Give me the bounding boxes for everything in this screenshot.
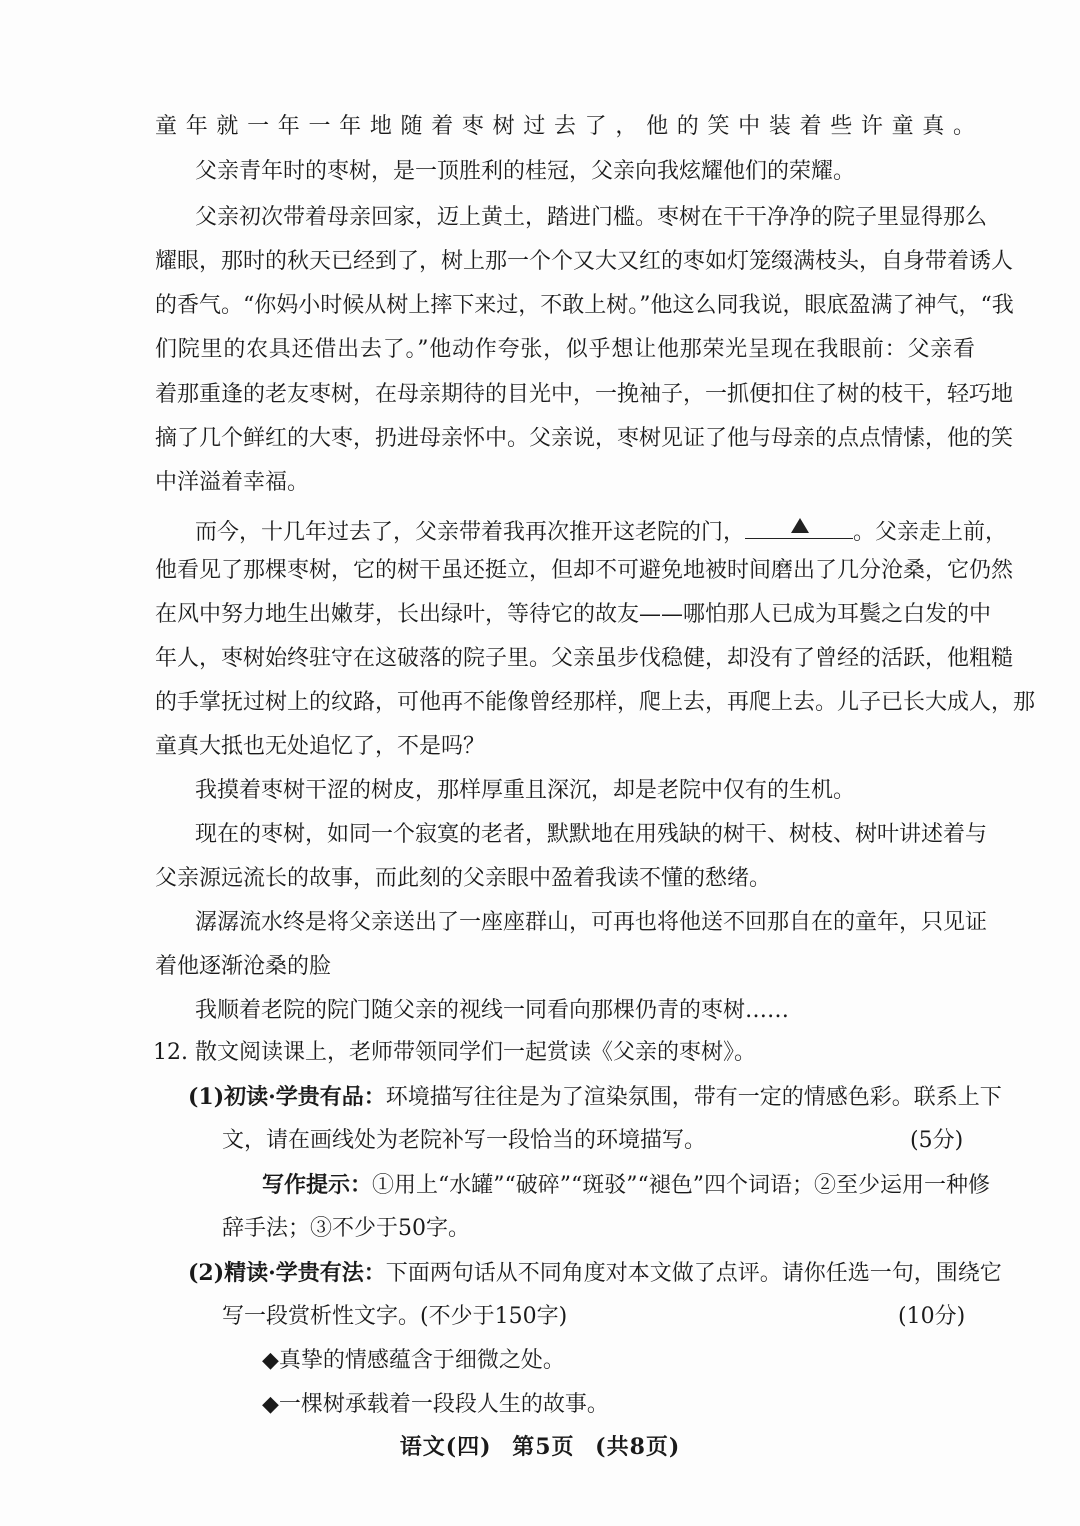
passage-line: 在风中努力地生出嫩芽，长出绿叶，等待它的故友——哪怕那人已成为耳鬓之白发的中 [155,602,992,627]
part1-text: 环境描写往往是为了渲染氛围，带有一定的情感色彩。联系上下 [385,1085,1002,1110]
writing-hint [262,1170,990,1201]
hint-label: 写作提示： [262,1172,373,1198]
passage-line: 父亲初次带着母亲回家，迈上黄土，踏进门槛。枣树在干干净净的院子里显得那么 [195,205,988,230]
passage-line-with-blank [195,512,1008,548]
passage-line: 着他逐渐沧桑的脸 [155,954,332,979]
passage-line: 着那重逢的老友枣树，在母亲期待的目光中，一挽袖子，一抓便扣住了树的枝干，轻巧地 [155,382,1014,407]
passage-line: 童年就一年一年地随着枣树过去了，他的笑中装着些许童真。 [155,114,975,139]
part2-text-cont: 写一段赏析性文字。(不少于150字) [222,1304,568,1329]
passage-line: 现在的枣树，如同一个寂寞的老者，默默地在用残缺的树干、树枝、树叶讲述着与 [195,822,988,847]
answer-blank[interactable] [745,512,853,539]
hint-text: ①用上“水罐”“破碎”“斑驳”“褪色”四个词语；②至少运用一种修 [372,1173,990,1198]
part2-score: (10分) [898,1304,966,1329]
passage-line: 我顺着老院的院门随父亲的视线一同看向那棵仍青的枣树…… [195,998,790,1023]
passage-line: 摘了几个鲜红的大枣，扔进母亲怀中。父亲说，枣树见证了他与母亲的点点情愫，他的笑 [155,426,1014,451]
part1-text-cont: 文，请在画线处为老院补写一段恰当的环境描写。 [222,1128,707,1153]
passage-line: 中洋溢着幸福。 [155,470,310,495]
triangle-icon [791,518,809,533]
passage-line: 的香气。“你妈小时候从树上摔下来过，不敢上树。”他这么同我说，眼底盈满了神气，“我 [155,293,1014,318]
footer-total: (共8页) [595,1434,681,1460]
passage-line: 童真大抵也无处追忆了，不是吗？ [155,734,486,759]
page-footer [0,1432,1080,1462]
passage-line: 父亲源远流长的故事，而此刻的父亲眼中盈着我读不懂的愁绪。 [155,866,772,891]
part2-label: (2)精读·学贵有法： [188,1260,386,1286]
comment-option: ◆真挚的情感蕴含于细微之处。 [262,1348,565,1373]
passage-line: 他看见了那棵枣树，它的树干虽还挺立，但却不可避免地被时间磨出了几分沧桑，它仍然 [155,558,1014,583]
passage-line: 父亲青年时的枣树，是一顶胜利的桂冠，父亲向我炫耀他们的荣耀。 [195,159,856,184]
passage-line: 们院里的农具还借出去了。”他动作夸张，似乎想让他那荣光呈现在我眼前：父亲看 [155,337,975,362]
part1-label: (1)初读·学贵有品： [188,1084,386,1110]
hint-text-cont: 辞手法；③不少于50字。 [222,1216,470,1241]
footer-page: 第5页 [512,1434,575,1460]
part1-score: (5分) [910,1128,964,1153]
question-part2 [188,1258,1002,1289]
part2-text: 下面两句话从不同角度对本文做了点评。请你任选一句，围绕它 [385,1261,1002,1286]
passage-line: 年人，枣树始终驻守在这破落的院子里。父亲虽步伐稳健，却没有了曾经的活跃，他粗糙 [155,646,1014,671]
passage-line: 潺潺流水终是将父亲送出了一座座群山，可再也将他送不回那自在的童年，只见证 [195,910,988,935]
question-stem: 12. 散文阅读课上，老师带领同学们一起赏读《父亲的枣树》。 [153,1040,756,1065]
footer-subject: 语文(四) [399,1434,492,1460]
passage-text: 。父亲走上前， [853,520,1008,545]
passage-line: 耀眼，那时的秋天已经到了，树上那一个个又大又红的枣如灯笼缀满枝头，自身带着诱人 [155,249,1014,274]
comment-option: ◆一棵树承载着一段段人生的故事。 [262,1392,609,1417]
passage-line: 我摸着枣树干涩的树皮，那样厚重且深沉，却是老院中仅有的生机。 [195,778,856,803]
passage-line: 的手掌抚过树上的纹路，可他再不能像曾经那样，爬上去，再爬上去。儿子已长大成人，那 [155,690,1036,715]
passage-text: 而今，十几年过去了，父亲带着我再次推开这老院的门， [195,520,746,545]
question-part1 [188,1082,1002,1113]
